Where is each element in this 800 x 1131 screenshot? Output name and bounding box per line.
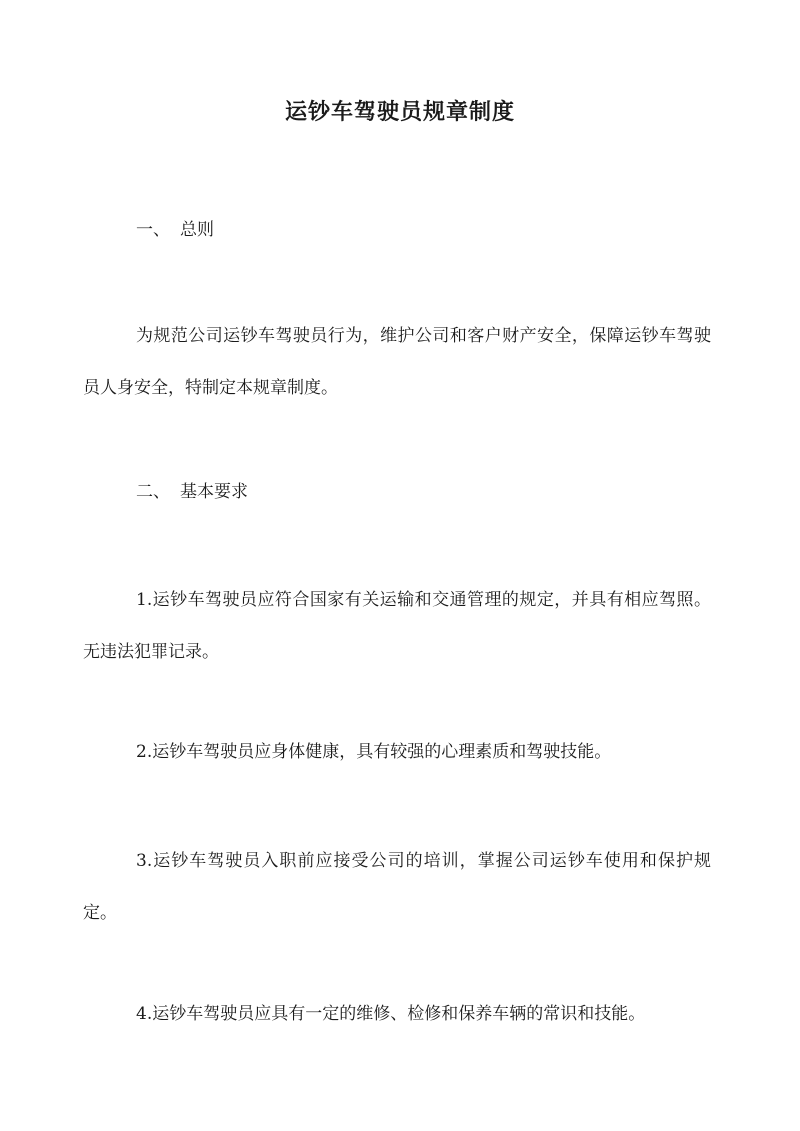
requirement-item-3: 3.运钞车驾驶员入职前应接受公司的培训，掌握公司运钞车使用和保护规定。	[83, 851, 711, 923]
requirement-item-1: 1.运钞车驾驶员应符合国家有关运输和交通管理的规定，并具有相应驾照。无违法犯罪记录。	[83, 590, 711, 662]
section-title: 基本要求	[180, 482, 248, 502]
section-number: 二、	[136, 482, 170, 502]
section-heading-general	[136, 217, 214, 243]
requirement-item-4: 4.运钞车驾驶员应具有一定的维修、检修和保养车辆的常识和技能。	[136, 1004, 646, 1024]
section-number: 一、	[136, 220, 170, 240]
requirement-item-2: 2.运钞车驾驶员应身体健康，具有较强的心理素质和驾驶技能。	[136, 742, 612, 762]
document-title: 运钞车驾驶员规章制度	[284, 99, 515, 125]
section-heading-basic-requirements	[136, 479, 248, 505]
section-title: 总则	[180, 220, 214, 240]
paragraph-purpose: 为规范公司运钞车驾驶员行为，维护公司和客户财产安全，保障运钞车驾驶员人身安全，特制定本规章制度。	[83, 326, 711, 398]
